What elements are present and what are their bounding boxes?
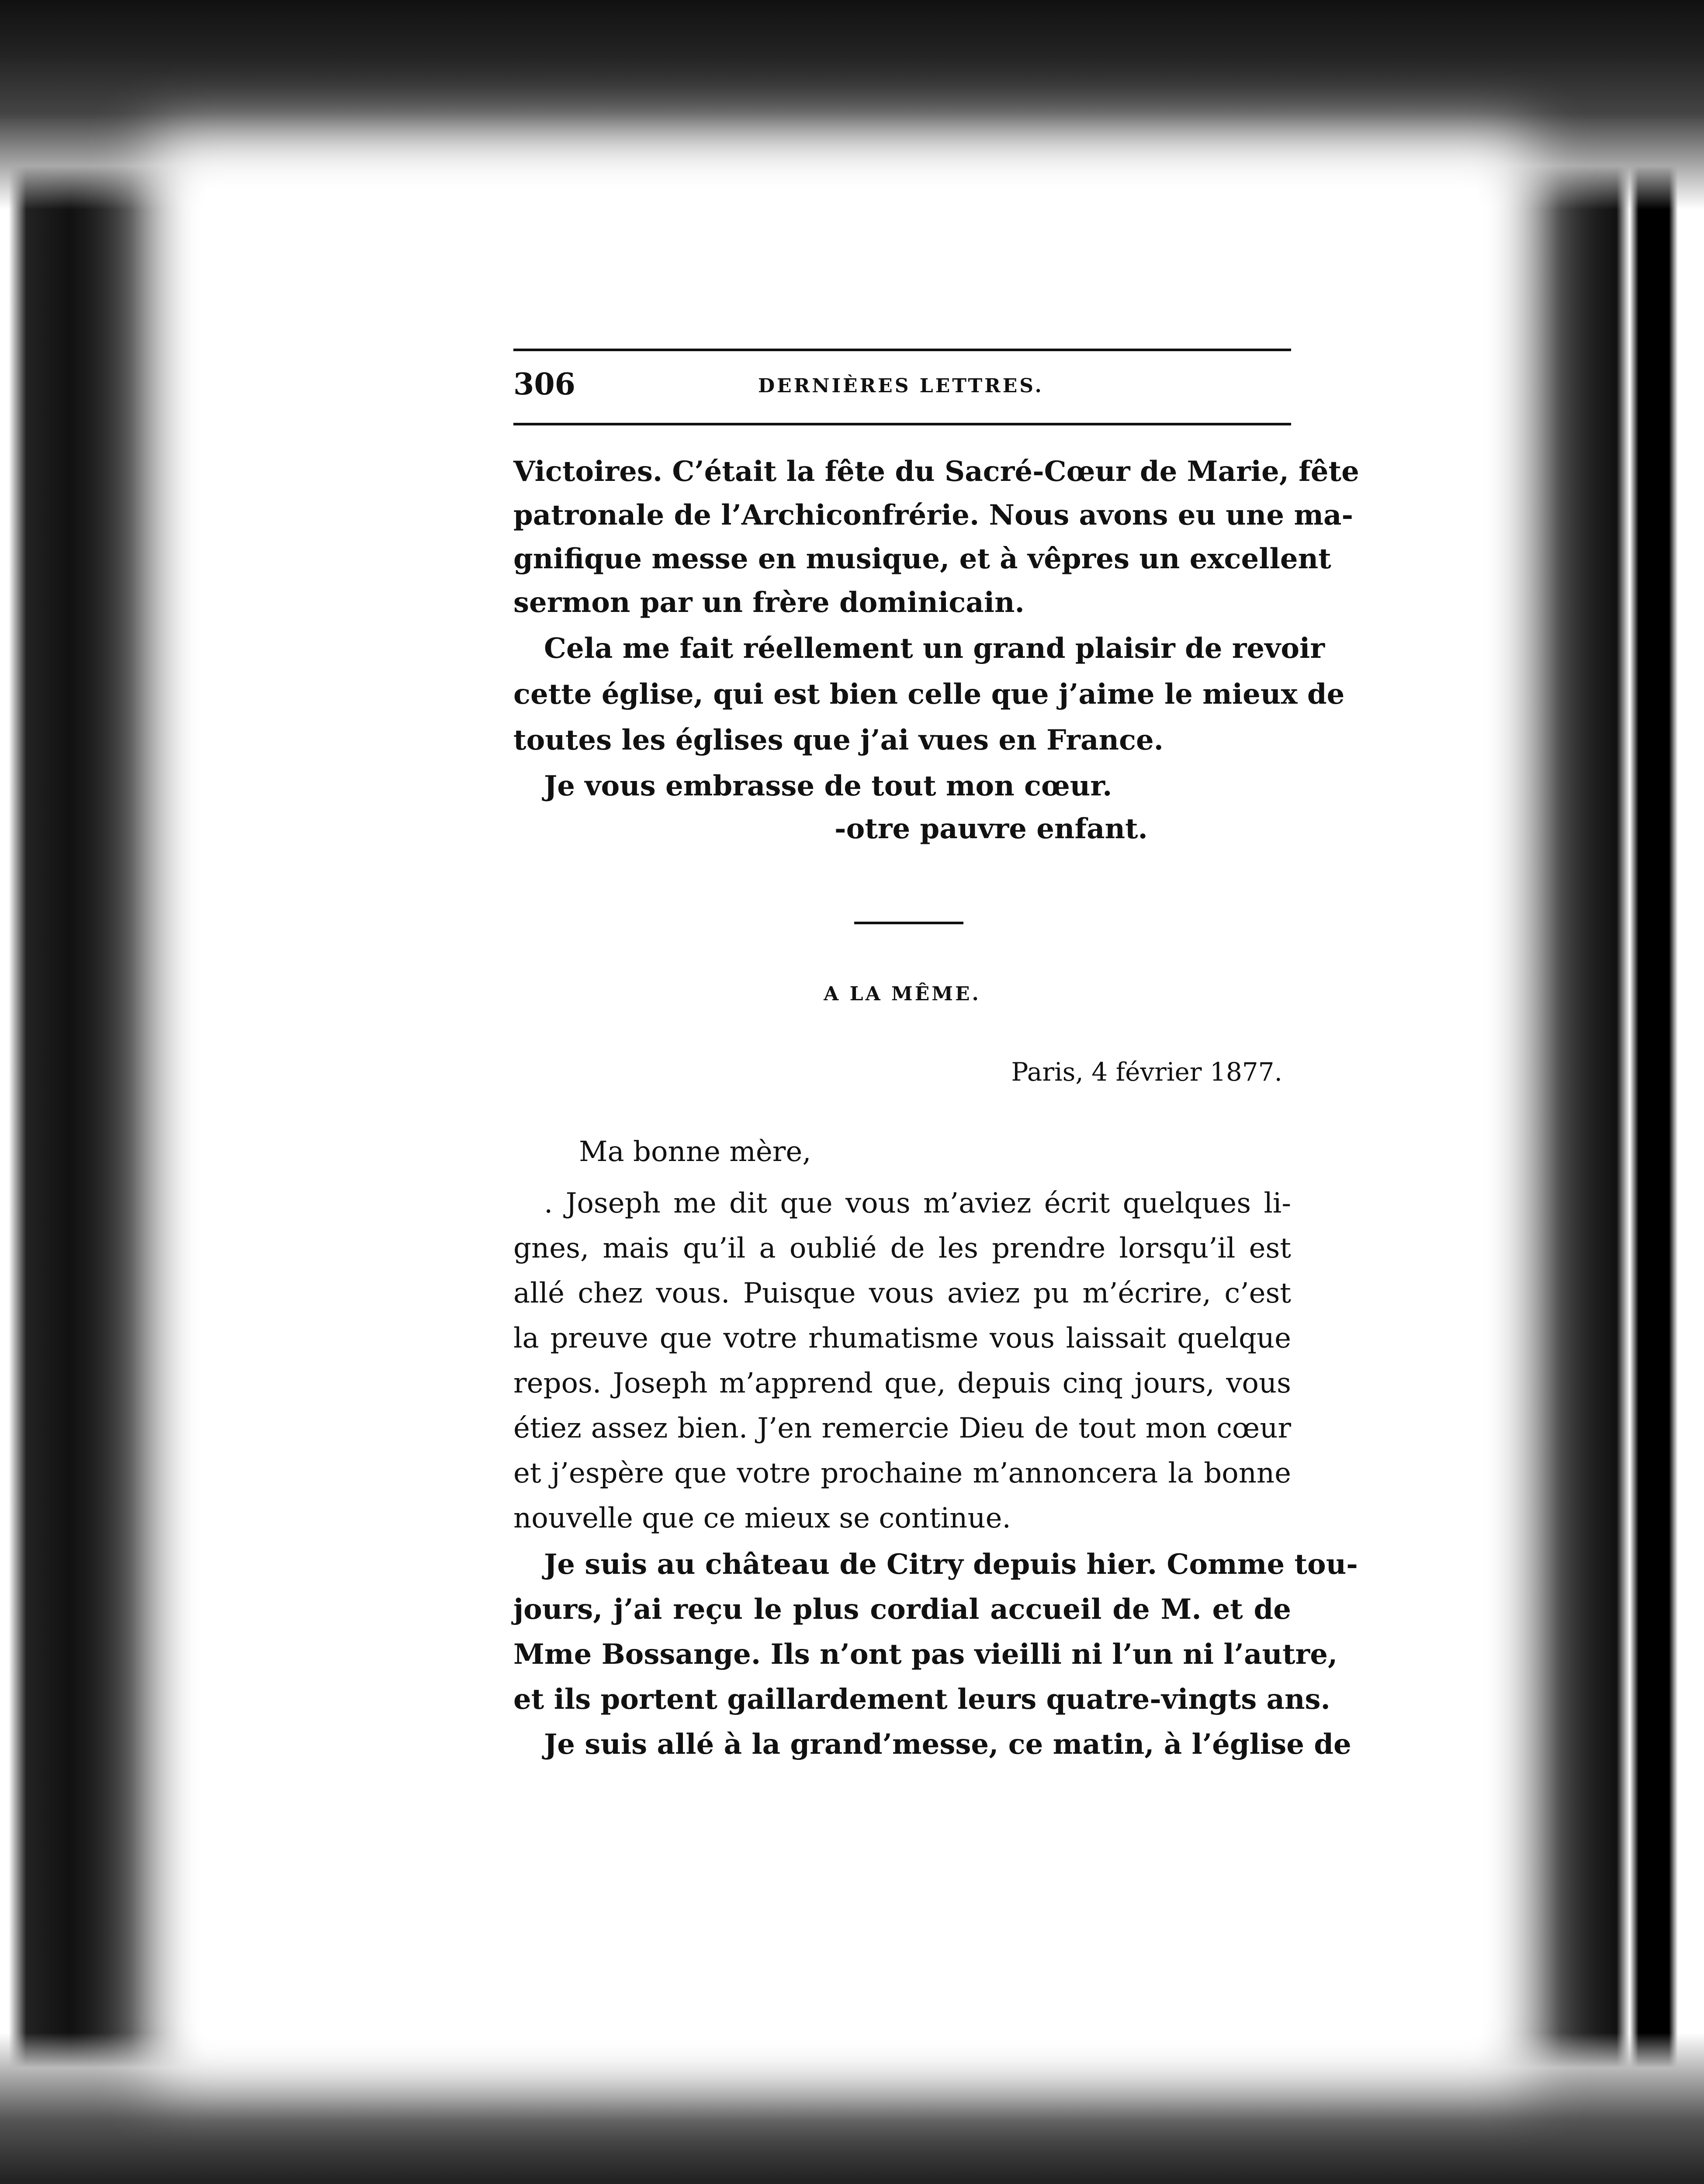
page-number: 306 (513, 367, 575, 402)
scan-frame-right (1477, 0, 1704, 2184)
letter2-line: et j’espère que votre prochaine m’annoncera la bonne (513, 1457, 1291, 1489)
running-title: DERNIÈRES LETTRES. (758, 375, 1044, 397)
letter2-dateline: Paris, 4 février 1877. (1011, 1057, 1282, 1087)
letter1-line: Victoires. C’était la fête du Sacré-Cœur de Marie, fête (513, 455, 1359, 488)
letter1-line: cette église, qui est bien celle que j’aime le mieux de (513, 678, 1345, 711)
header-rule-bottom (513, 423, 1291, 425)
letter2-line: nouvelle que ce mieux se continue. (513, 1502, 1011, 1534)
letter1-line: Cela me fait réellement un grand plaisir de revoir (544, 632, 1325, 665)
letter1-line: toutes les églises que j’ai vues en France. (513, 724, 1164, 757)
letter2-line: étiez assez bien. J’en remercie Dieu de tout mon cœur (513, 1412, 1291, 1444)
page-content (513, 0, 1359, 2184)
letter2-line: Je suis au château de Citry depuis hier. Comme tou- (544, 1548, 1358, 1581)
letter2-title: A LA MÊME. (824, 983, 981, 1005)
letter1-line: gnifique messe en musique, et à vêpres un excellent (513, 543, 1331, 575)
letter2-line: Mme Bossange. Ils n’ont pas vieilli ni l’un ni l’autre, (513, 1638, 1338, 1671)
letter2-line: gnes, mais qu’il a oublié de les prendre lorsqu’il est (513, 1232, 1291, 1265)
letter2-line: et ils portent gaillardement leurs quatre-vingts ans. (513, 1683, 1330, 1716)
letter1-line: sermon par un frère dominicain. (513, 586, 1025, 619)
letter2-line: repos. Joseph m’apprend que, depuis cinq jours, vous (513, 1367, 1291, 1400)
scan-frame-left (0, 0, 205, 2184)
letter1-line: Je vous embrasse de tout mon cœur. (544, 770, 1112, 802)
letter2-line: . Joseph me dit que vous m’aviez écrit quelques li- (544, 1187, 1291, 1220)
letter1-line: patronale de l’Archiconfrérie. Nous avons eu une ma- (513, 499, 1354, 532)
letter2-line: jours, j’ai reçu le plus cordial accueil de M. et de (513, 1593, 1291, 1626)
letter1-signature: -otre pauvre enfant. (835, 812, 1148, 845)
header-rule-top (513, 349, 1291, 351)
running-header (513, 367, 1291, 415)
section-divider (854, 922, 963, 924)
letter2-line: allé chez vous. Puisque vous aviez pu m’écrire, c’est (513, 1277, 1291, 1310)
letter2-salutation: Ma bonne mère, (579, 1136, 811, 1168)
letter2-line: Je suis allé à la grand’messe, ce matin, à l’église de (544, 1728, 1351, 1761)
letter2-line: la preuve que votre rhumatisme vous laissait quelque (513, 1322, 1291, 1355)
